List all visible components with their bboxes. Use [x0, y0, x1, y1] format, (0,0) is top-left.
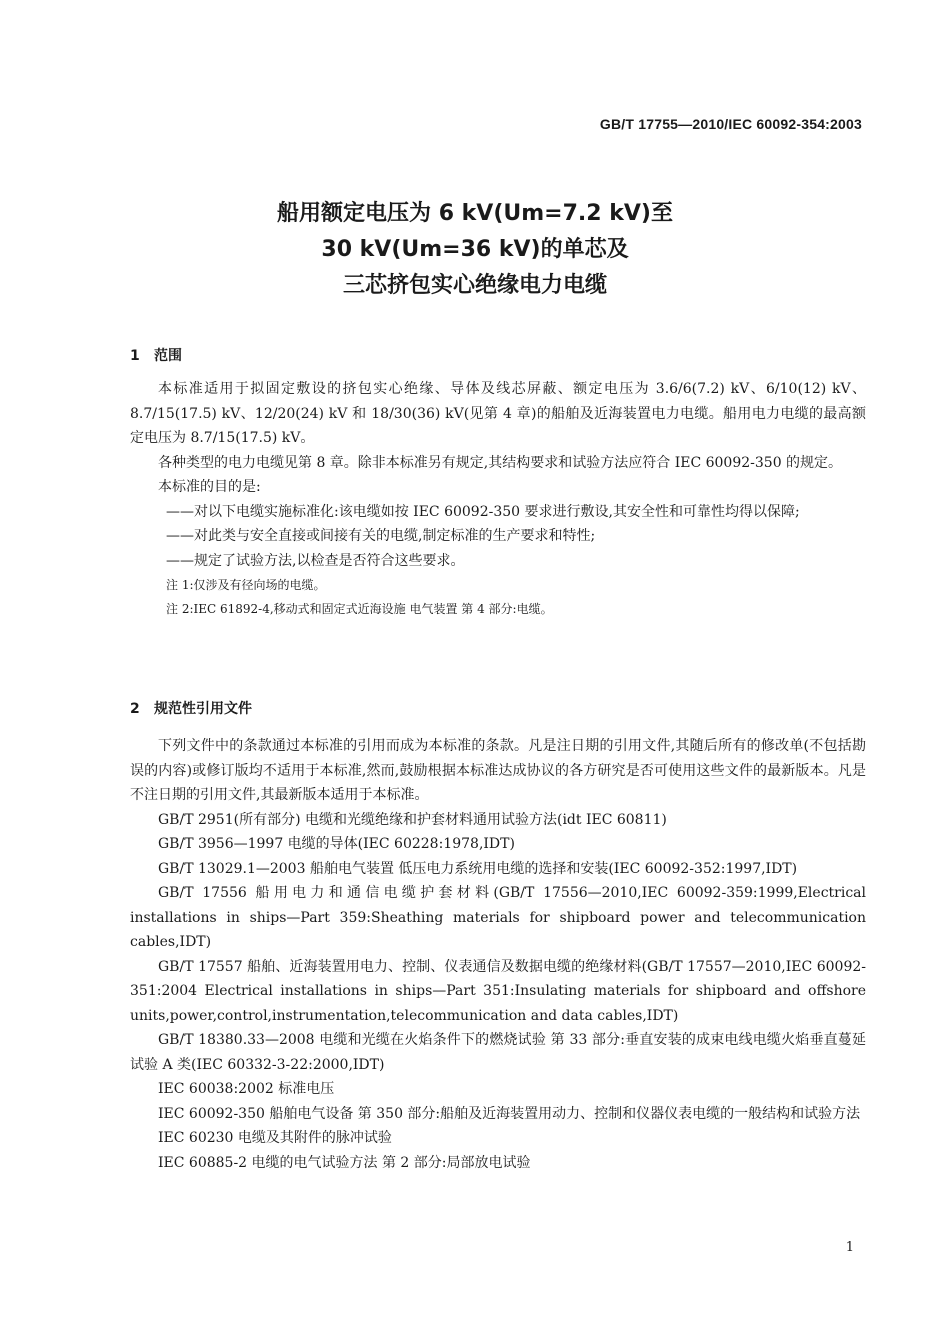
reference-item: GB/T 3956—1997 电缆的导体(IEC 60228:1978,IDT) [158, 836, 515, 852]
reference-item: IEC 60885-2 电缆的电气试验方法 第 2 部分:局部放电试验 [158, 1154, 531, 1171]
reference-item: GB/T 17556 船用电力和通信电缆护套材料(GB/T 17556—2010,IEC 60092-359:1999,Electrical installations in ships—Part 359:Sheathing materials for shipboard power and telecommunication cables,IDT) [130, 885, 866, 950]
document-title [0, 196, 950, 304]
section-1-title: 范围 [154, 348, 182, 364]
title-line-3: 三芯挤包实心绝缘电力电缆 [342, 273, 607, 298]
reference-item: IEC 60092-350 船舶电气设备 第 350 部分:船舶及近海装置用动力、控制和仪器仪表电缆的一般结构和试验方法 [158, 1105, 861, 1122]
page-number: 1 [845, 1240, 854, 1255]
normative-intro: 下列文件中的条款通过本标准的引用而成为本标准的条款。凡是注日期的引用文件,其随后所有的修改单(不包括勘误的内容)或修订版均不适用于本标准,然而,鼓励根据本标准达成协议的各方研究是否可使用这些文件的最新版本。凡是不注日期的引用文件,其最新版本适用于本标准。 [130, 738, 866, 803]
reference-item: IEC 60038:2002 标准电压 [158, 1081, 335, 1097]
purpose-item-3: ——规定了试验方法,以检查是否符合这些要求。 [166, 552, 465, 569]
section-1-number: 1 [130, 348, 140, 364]
section-2-heading [130, 698, 252, 718]
title-line-1: 船用额定电压为 6 kV(Um=7.2 kV)至 [277, 201, 673, 226]
purpose-item-1: ——对以下电缆实施标准化:该电缆如按 IEC 60092-350 要求进行敷设,其安全性和可靠性均得以保障; [166, 503, 800, 520]
reference-item: GB/T 18380.33—2008 电缆和光缆在火焰条件下的燃烧试验 第 33 部分:垂直安装的成束电线电缆火焰垂直蔓延试验 A 类(IEC 60332-3-22:2000,IDT) [130, 1032, 866, 1073]
title-line-2: 30 kV(Um=36 kV)的单芯及 [321, 237, 629, 262]
purpose-intro: 本标准的目的是: [158, 479, 261, 495]
section-2-title: 规范性引用文件 [154, 701, 252, 717]
scope-paragraph-2: 各种类型的电力电缆见第 8 章。除非本标准另有规定,其结构要求和试验方法应符合 IEC 60092-350 的规定。 [158, 454, 843, 471]
scope-paragraph-1: 本标准适用于拟固定敷设的挤包实心绝缘、导体及线芯屏蔽、额定电压为 3.6/6(7.2) kV、6/10(12) kV、8.7/15(17.5) kV、12/20(24) kV 和 18/30(36) kV(见第 4 章)的船舶及近海装置电力电缆。船用电力电缆的最高额定电压为 8.7/15(17.5) kV。 [130, 381, 866, 446]
note-2: 注 2:IEC 61892-4,移动式和固定式近海设施 电气装置 第 4 部分:电缆。 [166, 602, 553, 616]
reference-item: GB/T 17557 船舶、近海装置用电力、控制、仪表通信及数据电缆的绝缘材料(GB/T 17557—2010,IEC 60092-351:2004 Electrical installations in ships—Part 351:Insulating materials for shipboard and offshore units,power,control,instrumentation,telecommunication and data cables,IDT) [130, 958, 866, 1024]
purpose-item-2: ——对此类与安全直接或间接有关的电缆,制定标准的生产要求和特性; [166, 528, 596, 544]
section-1-body [130, 377, 866, 621]
note-1: 注 1:仅涉及有径向场的电缆。 [166, 578, 326, 592]
section-2-body [130, 734, 866, 1175]
section-2-number: 2 [130, 701, 140, 717]
reference-item: GB/T 2951(所有部分) 电缆和光缆绝缘和护套材料通用试验方法(idt IEC 60811) [158, 811, 667, 828]
standard-code-header: GB/T 17755—2010/IEC 60092-354:2003 [599, 116, 862, 132]
reference-item: IEC 60230 电缆及其附件的脉冲试验 [158, 1130, 392, 1146]
reference-item: GB/T 13029.1—2003 船舶电气装置 低压电力系统用电缆的选择和安装(IEC 60092-352:1997,IDT) [158, 860, 798, 877]
section-1-heading [130, 345, 182, 365]
